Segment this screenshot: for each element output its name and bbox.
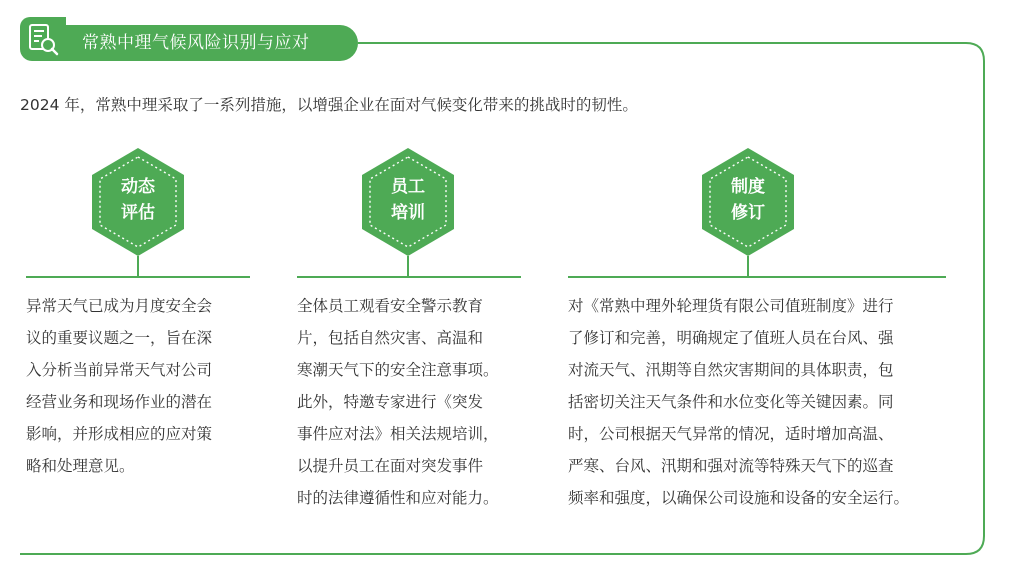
body-line: 时的法律遵循性和应对能力。 (297, 489, 499, 507)
hexagon-badge (700, 148, 796, 256)
body-line: 时，公司根据天气异常的情况，适时增加高温、 (568, 425, 894, 443)
body-line: 异常天气已成为月度安全会 (26, 297, 213, 315)
checklist-search-icon (20, 17, 66, 61)
body-line: 寒潮天气下的安全注意事项。 (297, 361, 499, 379)
pillar-title-line: 员工 (391, 177, 425, 197)
body-line: 频率和强度，以确保公司设施和设备的安全运行。 (568, 489, 910, 507)
intro-paragraph: 2024 年，常熟中理采取了一系列措施，以增强企业在面对气候变化带来的挑战时的韧性。 (20, 96, 638, 114)
divider (26, 276, 250, 278)
hexagon-badge (360, 148, 456, 256)
body-line: 经营业务和现场作业的潜在 (26, 393, 213, 411)
hexagon-badge (90, 148, 186, 256)
pillar-title-line: 动态 (121, 177, 155, 197)
body-line: 对流天气、汛期等自然灾害期间的具体职责，包 (568, 361, 894, 379)
body-line: 议的重要议题之一，旨在深 (26, 329, 213, 347)
pillar-body (568, 290, 909, 514)
divider (568, 276, 946, 278)
body-line: 影响，并形成相应的应对策 (26, 425, 213, 443)
pillar-title-line: 培训 (391, 203, 425, 223)
connector-stem (137, 256, 139, 276)
body-line: 略和处理意见。 (26, 457, 135, 475)
body-line: 严寒、台风、汛期和强对流等特殊天气下的巡查 (568, 457, 894, 475)
body-line: 片，包括自然灾害、高温和 (297, 329, 484, 347)
pillar-body (297, 290, 499, 514)
body-line: 以提升员工在面对突发事件 (297, 457, 484, 475)
body-line: 全体员工观看安全警示教育 (297, 297, 484, 315)
body-line: 入分析当前异常天气对公司 (26, 361, 213, 379)
section-title: 常熟中理气候风险识别与应对 (66, 25, 358, 61)
connector-stem (407, 256, 409, 276)
pillar-title-line: 修订 (731, 203, 765, 223)
body-line: 了修订和完善，明确规定了值班人员在台风、强 (568, 329, 894, 347)
connector-stem (747, 256, 749, 276)
pillar-title-line: 制度 (731, 177, 765, 197)
pillar-title-line: 评估 (121, 203, 155, 223)
body-line: 事件应对法》相关法规培训， (297, 425, 499, 443)
divider (297, 276, 521, 278)
pillar-body (26, 290, 212, 482)
body-line: 此外，特邀专家进行《突发 (297, 393, 484, 411)
body-line: 括密切关注天气条件和水位变化等关键因素。同 (568, 393, 894, 411)
body-line: 对《常熟中理外轮理货有限公司值班制度》进行 (568, 297, 894, 315)
